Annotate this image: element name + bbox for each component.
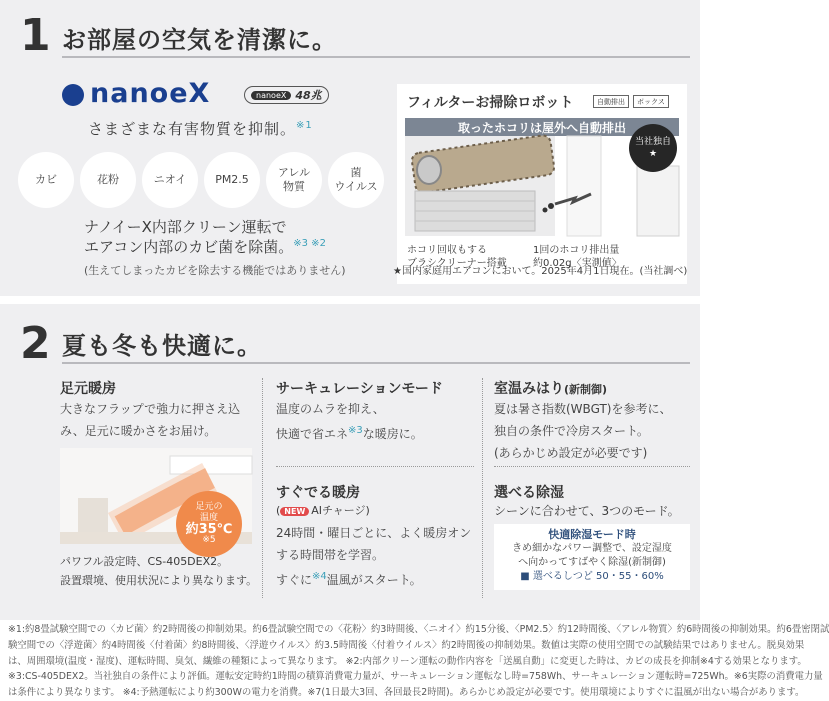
quick-heat-body2: する時間帯を学習。 xyxy=(276,548,385,562)
quick-heat-sub: ( NEW AIチャージ) xyxy=(276,504,370,517)
nanoe-logo-text: nanoeX xyxy=(90,78,211,109)
foot-temp-mark: ※5 xyxy=(202,535,216,545)
quick-heat-body xyxy=(276,522,471,591)
temp-watch-title-sub: (新制御) xyxy=(564,383,608,396)
tag-auto-discharge: 自動排出 xyxy=(593,95,629,108)
divider-4 xyxy=(494,466,690,467)
foot-temp-line1: 足元の xyxy=(195,502,223,512)
pollutant-item: 菌 ウイルス xyxy=(328,152,384,208)
quick-heat-body3-a: すぐに xyxy=(276,573,313,587)
mode-box-line2: へ向かってすばやく除湿(新制御) xyxy=(518,557,666,568)
foot-warm-body2: み、足元に暖かさをお届け。 xyxy=(60,424,217,438)
footnote-line: ※1:約8畳試験空間での〈カビ菌〉約2時間後の抑制効果。約6畳試験空間での〈花粉〉約3時間後、〈ニオイ〉約15分後、〈PM2.5〉約12時間後、〈アレル物質〉約6時間後の抑制効果。約6畳密閉試 xyxy=(8,624,829,635)
quick-heat-body3 xyxy=(276,566,471,591)
robot-title: フィルターお掃除ロボット xyxy=(407,95,574,111)
circulation-body xyxy=(276,398,423,445)
badge-small-label: nanoeX xyxy=(251,91,291,100)
caption-brush-2: ブラシクリーナー搭載 xyxy=(407,258,507,269)
footnote-line: は、周囲環境(温度・湿度)、運転時間、臭気、繊維の種類によって異なります。 ※2:内部クリーン運転の動作内容を「送風自動」に変更した時は、カビの成長を抑制※4する効果となります。 xyxy=(8,655,807,667)
foot-warm-title: 足元暖房 xyxy=(60,381,116,397)
robot-banner: 取ったホコリは屋外へ自動排出 xyxy=(405,118,679,136)
tag-box: ボックス xyxy=(633,95,669,108)
caption-brush-1: ホコリ回収もする xyxy=(407,245,487,256)
foot-temp-value: 約35℃ xyxy=(185,522,233,537)
footnotes xyxy=(8,622,829,701)
circulation-title: サーキュレーションモード xyxy=(276,381,443,397)
divider-3 xyxy=(482,378,483,598)
circulation-body2-b: な暖房に。 xyxy=(362,427,423,441)
foot-warm-caption1: パワフル設定時、CS-405DEX2。 xyxy=(60,555,229,568)
temp-watch-title xyxy=(494,378,607,398)
dehumid-body: シーンに合わせて、3つのモード。 xyxy=(494,504,680,518)
circulation-body1: 温度のムラを抑え、 xyxy=(276,402,385,416)
section-number: 1 xyxy=(20,10,51,61)
clean-note: (生えてしまったカビを除去する機能ではありません) xyxy=(84,264,346,277)
tagline-mark: ※1 xyxy=(296,120,313,131)
pollutant-item: PM2.5 xyxy=(204,152,260,208)
quick-heat-body1: 24時間・曜日ごとに、よく暖房オン xyxy=(276,526,472,540)
tagline xyxy=(88,118,313,139)
temp-watch-body2: 独自の条件で冷房スタート。 xyxy=(494,424,649,438)
clean-mark: ※3 ※2 xyxy=(293,238,326,249)
dehumid-mode-box xyxy=(494,524,690,590)
pollutant-item: 花粉 xyxy=(80,152,136,208)
divider-1 xyxy=(262,378,263,598)
foot-warm-caption2: 設置環境、使用状況により異なります。 xyxy=(60,574,258,587)
company-original-stamp xyxy=(629,124,677,172)
foot-warm-body1: 大きなフラップで強力に押さえ込 xyxy=(60,402,241,416)
filter-robot-card xyxy=(397,84,687,284)
footnote-line: は条件により異なります。 ※4:予熱運転により約300Wの電力を消費。※7(1日最大3回、各回最長2時間)。あらかじめ設定が必要です。使用環境によりすぐに温風が出ない場合があります。 xyxy=(8,687,805,699)
quick-heat-mark: ※4 xyxy=(312,571,327,582)
nanoe-logo-dot xyxy=(62,84,84,106)
clean-line1: ナノイーX内部クリーン運転で xyxy=(84,218,287,236)
circulation-body2-a: 快適で省エネ xyxy=(276,427,349,441)
quick-heat-body3-b: 温風がスタート。 xyxy=(326,573,422,587)
circulation-body2 xyxy=(276,420,423,445)
foot-warm-body xyxy=(60,398,240,442)
pollutant-item: アレル 物質 xyxy=(266,152,322,208)
foot-warm-caption xyxy=(60,552,257,590)
foot-temp-line2: 温度 xyxy=(199,513,218,523)
clean-line2 xyxy=(84,236,326,257)
quick-heat-title: すぐでる暖房 xyxy=(276,485,360,501)
section-heading: お部屋の空気を清潔に。 xyxy=(62,26,337,54)
heading-rule xyxy=(62,56,690,58)
caption-amount-1: 1回のホコリ排出量 xyxy=(533,245,620,256)
ai-charge-label: AIチャージ xyxy=(311,504,366,517)
temp-watch-title-text: 室温みはり xyxy=(494,381,564,397)
tagline-text: さまざまな有害物質を抑制。 xyxy=(88,120,297,138)
pollutant-item: ニオイ xyxy=(142,152,198,208)
temp-watch-body1: 夏は暑さ指数(WBGT)を参考に、 xyxy=(494,402,672,416)
section2-number: 2 xyxy=(20,318,51,369)
footnote-line: ※3:CS-405DEX2。当社独自の条件により評価。運転安定時約1時間の積算消費電力量が、サーキュレーション運転なし時=758Wh、サーキュレーション運転時=725Wh。※6実際の消費電力量 xyxy=(8,671,823,683)
badge-48-label: 48兆 xyxy=(295,89,322,102)
pollutant-item: カビ xyxy=(18,152,74,208)
section2-heading: 夏も冬も快適に。 xyxy=(62,332,262,360)
heading2-rule xyxy=(62,362,690,364)
temp-watch-body xyxy=(494,398,671,464)
temp-watch-body3: (あらかじめ設定が必要です) xyxy=(494,446,648,460)
stamp-line1: 当社独自 xyxy=(634,137,671,147)
nanoe-48-badge xyxy=(244,86,329,104)
mode-box-line1: きめ細かなパワー調整で、設定湿度 xyxy=(512,543,672,554)
robot-note: ★国内家庭用エアコンにおいて。2025年4月1日現在。(当社調べ) xyxy=(393,266,688,277)
section-air-clean xyxy=(0,0,700,296)
clean-line2-text: エアコン内部のカビ菌を除菌。 xyxy=(84,238,294,256)
stamp-star: ★ xyxy=(648,149,658,159)
caption-amount-2: 約0.02g〈実測値〉 xyxy=(533,258,622,269)
new-badge: NEW xyxy=(280,507,309,516)
foot-temp-circle xyxy=(176,491,242,557)
dehumid-title: 選べる除湿 xyxy=(494,485,564,501)
divider-2 xyxy=(276,466,474,467)
mode-box-title: 快適除湿モード時 xyxy=(548,528,636,541)
mode-box-line3: ■ 選べるしつど 50・55・60% xyxy=(520,571,664,582)
circulation-mark: ※3 xyxy=(348,425,363,436)
footnote-line: 験空間での〈浮遊菌〉約4時間後〈付着菌〉約8時間後、〈浮遊ウイルス〉約3.5時間後〈付着ウイルス〉約2時間後の抑制効果。数値は実際の使用空間での試験結果ではありません。脱臭効果 xyxy=(8,639,805,651)
